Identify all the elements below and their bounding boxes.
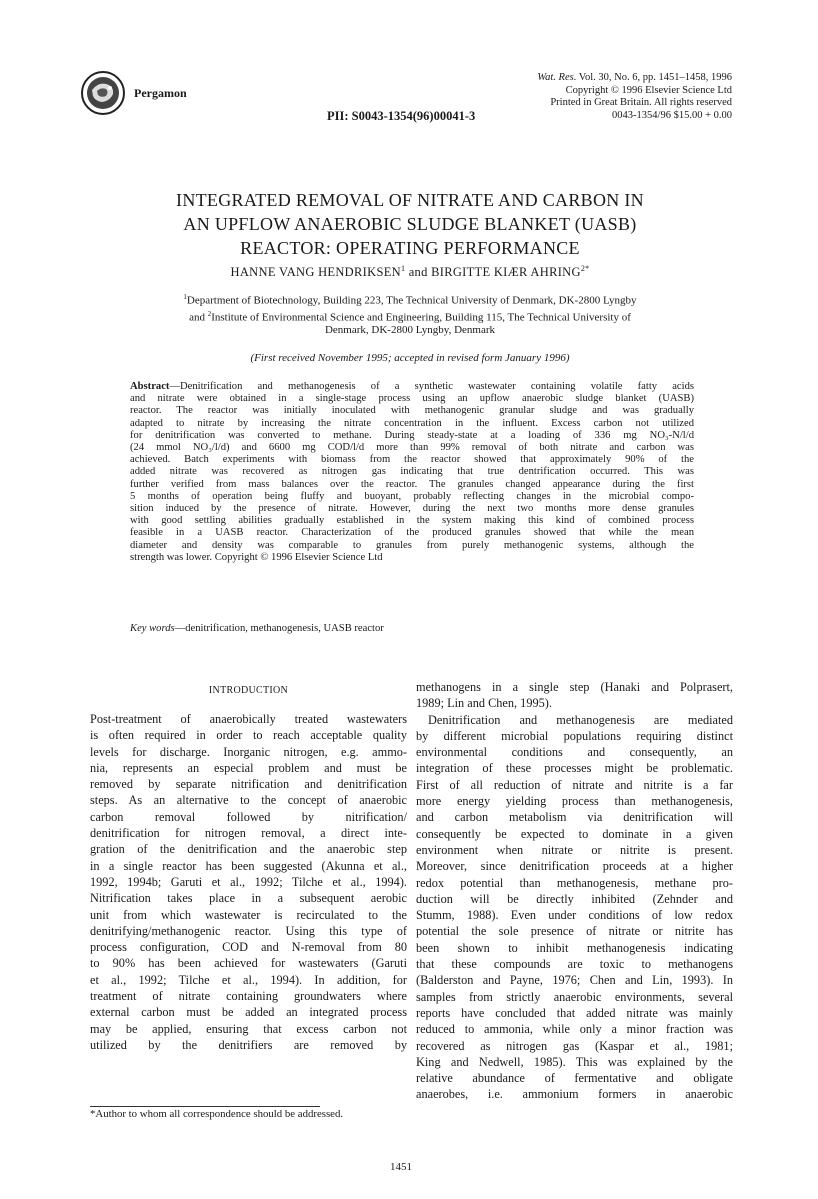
- body-line: relative abundance of fermentative and obligate: [416, 1071, 733, 1086]
- affiliation-text: Institute of Environmental Science and Engineering, Building 115, The Technical University of: [211, 311, 631, 324]
- body-line: to 90% has been achieved for wastewaters (Garuti: [90, 956, 407, 971]
- printed-line: Printed in Great Britain. All rights reserved: [550, 97, 732, 108]
- body-line: reduced to ammonia, while only a minor fraction was: [416, 1022, 733, 1037]
- abstract-text: —Denitrification and methanogenesis of a synthetic wastewater containing volatile fatty acids: [169, 381, 694, 392]
- abstract-line: strength was lower. Copyright © 1996 Elsevier Science Ltd: [130, 551, 383, 563]
- body-line: steps. As an alternative to the concept of anaerobic: [90, 793, 407, 808]
- abstract-line: and nitrate were obtained in a single-stage process using an upflow anaerobic sludge blanket (UASB): [130, 393, 694, 405]
- body-line: nia, represents an especial problem and must be: [90, 760, 407, 775]
- abstract-line: for denitrification was converted to methane. During steady-state at a loading of 336 mg NO₃-N/l/d: [130, 429, 694, 441]
- title-line: REACTOR: OPERATING PERFORMANCE: [240, 238, 580, 258]
- body-line: recovered as nitrogen gas (Kaspar et al., 1981;: [416, 1038, 733, 1053]
- author-and: and: [405, 265, 432, 280]
- right-column: [416, 679, 733, 1103]
- footnote: *Author to whom all correspondence should be addressed.: [90, 1108, 344, 1120]
- body-line: et al., 1992; Tilche et al., 1994). In addition, for: [90, 972, 407, 987]
- keywords-label: Key words: [130, 623, 175, 634]
- body-line: by different microbial populations requiring distinct: [416, 728, 733, 743]
- title-line: INTEGRATED REMOVAL OF NITRATE AND CARBON IN: [176, 190, 644, 210]
- body-line: levels for discharge. Inorganic nitrogen, e.g. ammo-: [90, 744, 407, 759]
- journal-volume: Vol. 30, No. 6, pp. 1451–1458, 1996: [576, 72, 732, 83]
- body-line: Denitrification and methanogenesis are mediated: [428, 712, 733, 727]
- title-line: AN UPFLOW ANAEROBIC SLUDGE BLANKET (UASB): [183, 214, 637, 234]
- body-line: removed by separate nitrification and denitrification: [90, 777, 407, 792]
- body-line: King and Nedwell, 1985). This was explained by the: [416, 1054, 733, 1069]
- author-1: HANNE VANG HENDRIKSEN: [230, 265, 401, 280]
- abstract-line: feasible in a UASB reactor. Characterization of the produced granules showed that while the mean: [130, 527, 694, 539]
- body-line: utilized by the denitrifiers are removed by: [90, 1037, 407, 1052]
- left-column: [90, 711, 407, 1053]
- body-line: denitrification for nitrogen removal, a direct inte-: [90, 826, 407, 841]
- body-line: denitrifying/methanogenic reactor. Using this type of: [90, 923, 407, 938]
- abstract: [130, 381, 694, 564]
- body-line: Moreover, since denitrification proceeds at a higher: [416, 859, 733, 874]
- affiliations: [118, 291, 702, 337]
- body-line: Stumm, 1988). Even under conditions of low redox: [416, 908, 733, 923]
- body-line: redox potential than methanogenesis, methane pro-: [416, 875, 733, 890]
- keywords-text: —denitrification, methanogenesis, UASB reactor: [174, 623, 384, 634]
- body-line: integration of these processes might be problematic.: [416, 761, 733, 776]
- abstract-line: reactor. The reactor was initially inoculated with methanogenic granular sludge and was gradually: [130, 405, 694, 417]
- body-line: (Balderston and Payne, 1976; Chen and Lin, 1993). In: [416, 973, 733, 988]
- abstract-line: sition induced by the presence of nitrate. However, during the next two months more dense granules: [130, 503, 694, 515]
- body-line: more energy yielding process than methanogenesis,: [416, 794, 733, 809]
- author-2: BIRGITTE KIÆR AHRING: [431, 265, 581, 280]
- body-line: that these compounds are toxic to methanogens: [416, 957, 733, 972]
- pii-identifier: PII: S0043-1354(96)00041-3: [327, 109, 476, 123]
- abstract-line: 5 months of operation being fluffy and buoyant, probably reflecting changes in the microbial compo-: [130, 490, 694, 502]
- abstract-line: achieved. Batch experiments with biomass from the reactor showed that approximately 90% of the: [130, 454, 694, 466]
- body-line: external carbon must be added an integrated process: [90, 1005, 407, 1020]
- paper-title: [90, 188, 730, 260]
- affiliation-line: [118, 291, 702, 308]
- affiliation-line: Denmark, DK-2800 Lyngby, Denmark: [324, 324, 496, 337]
- affiliation-line: [118, 308, 702, 325]
- journal-citation: [537, 72, 732, 85]
- affiliation-sup: 2: [207, 309, 212, 318]
- body-line: in a single reactor has been suggested (Akunna et al.,: [90, 858, 407, 873]
- abstract-line: diameter and density was comparable to granules from purely methanogenic systems, although the: [130, 539, 694, 551]
- abstract-line: [130, 381, 694, 393]
- body-line: environmental conditions and consequently, an: [416, 745, 733, 760]
- body-line: is often required in order to reach acceptable quality: [90, 728, 407, 743]
- body-line: environment when nitrate or nitrite is present.: [416, 842, 733, 857]
- body-line: reports have concluded that added nitrate was mainly: [416, 1005, 733, 1020]
- body-line: been shown to inhibit methanogenesis indicating: [416, 940, 733, 955]
- body-line: samples from strictly anaerobic environments, several: [416, 989, 733, 1004]
- journal-name: Wat. Res.: [537, 72, 577, 83]
- body-line: 1992, 1994b; Garuti et al., 1992; Tilche et al., 1994).: [90, 874, 407, 889]
- publisher-name: Pergamon: [134, 86, 187, 100]
- authors: [90, 264, 730, 280]
- pergamon-logo: [80, 70, 126, 116]
- page-number: 1451: [390, 1161, 412, 1173]
- journal-info: [537, 72, 732, 122]
- abstract-label: Abstract: [130, 381, 170, 392]
- copyright-line: Copyright © 1996 Elsevier Science Ltd: [565, 84, 732, 96]
- section-heading-introduction: INTRODUCTION: [208, 685, 289, 696]
- body-line: anaerobes, i.e. ammonium formers in anaerobic: [416, 1087, 733, 1102]
- abstract-line: adapted to nitrate by increasing the nitrate concentration in the influent. Excess carbon not utilized: [130, 417, 694, 429]
- body-line: and carbon metabolism via denitrification will: [416, 810, 733, 825]
- body-line: consequently be expected to dominate in a given: [416, 826, 733, 841]
- author-2-sup: 2*: [580, 264, 590, 273]
- footnote-rule: [90, 1106, 320, 1107]
- abstract-line: (24 mmol NO₃/l/d) and 6600 mg COD/l/d more than 99% removal of both nitrate and carbon was: [130, 442, 694, 454]
- issn-price: 0043-1354/96 $15.00 + 0.00: [612, 109, 732, 121]
- author-1-sup: 1: [400, 264, 406, 273]
- body-line: carbon removal followed by nitrification/: [90, 809, 407, 824]
- body-line: Post-treatment of anaerobically treated wastewaters: [90, 712, 407, 726]
- body-line: 1989; Lin and Chen, 1995).: [416, 696, 552, 711]
- abstract-line: further verified from mass balances over the reactor. The granules changed appearance during the first: [130, 478, 694, 490]
- body-line: potential the sole presence of nitrate or nitrite has: [416, 924, 733, 939]
- body-line: methanogens in a single step (Hanaki and Polprasert,: [416, 680, 733, 694]
- body-line: process configuration, COD and N-removal from 80: [90, 940, 407, 955]
- body-line: treatment of nitrate containing groundwaters where: [90, 989, 407, 1004]
- body-line: First of all reduction of nitrate and nitrite is a far: [416, 777, 733, 792]
- abstract-line: added nitrate was recovered as nitrogen gas indicating that true dentrification occurred. This was: [130, 466, 694, 478]
- abstract-line: with good settling abilities gradually established in the system making this kind of combined process: [130, 515, 694, 527]
- body-line: may be applied, ensuring that excess carbon not: [90, 1021, 407, 1036]
- keywords: [130, 623, 384, 634]
- body-line: unit from which wastewater is recirculated to the: [90, 907, 407, 922]
- received-dates: (First received November 1995; accepted in revised form January 1996): [250, 352, 570, 364]
- body-line: gration of the denitrification and the anaerobic step: [90, 842, 407, 857]
- affiliation-and: and: [189, 311, 208, 324]
- affiliation-sup: 1: [183, 293, 187, 301]
- body-line: duction will be directly inhibited (Zehnder and: [416, 891, 733, 906]
- body-line: Nitrification takes place in a subsequent aerobic: [90, 891, 407, 906]
- affiliation-text: Department of Biotechnology, Building 223, The Technical University of Denmark, DK-2800 Lyngby: [186, 294, 637, 307]
